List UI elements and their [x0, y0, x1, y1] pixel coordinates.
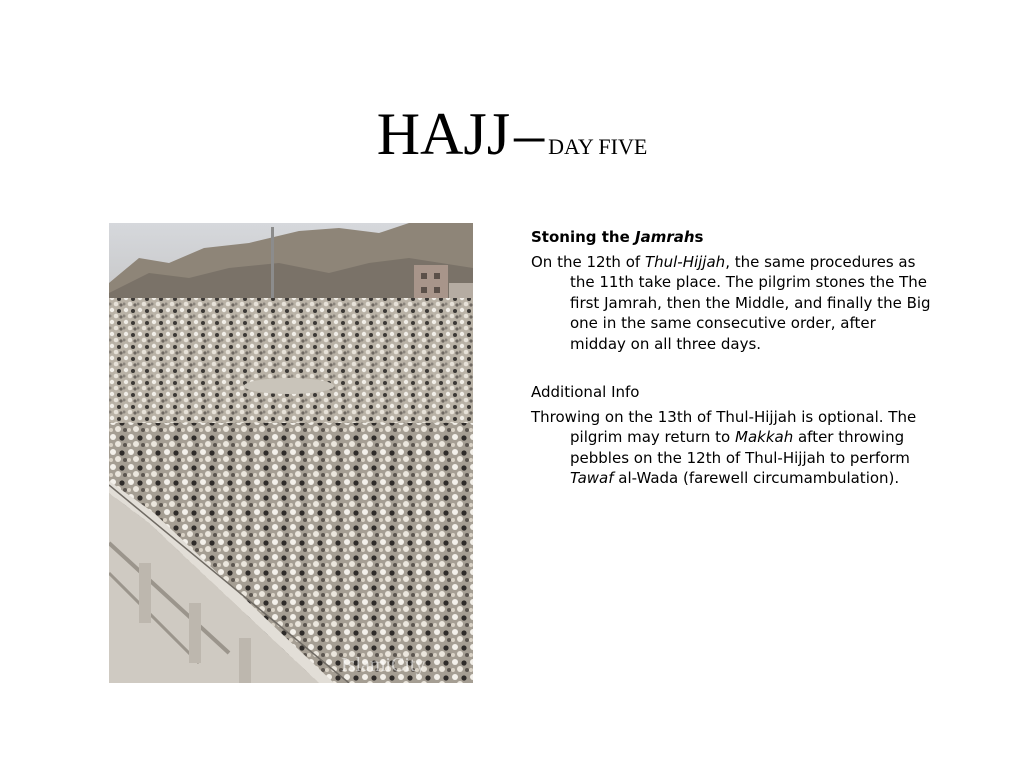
- text-content: [531, 227, 931, 493]
- section2-text-b: after throwing pebbles on the 12th of Thul-Hijjah to perform: [570, 428, 910, 467]
- section1-heading: [531, 227, 931, 248]
- section1-heading-plain: Stoning the: [531, 228, 635, 246]
- section2-text-c: al-Wada (farewell circumambulation).: [613, 469, 900, 487]
- section1-text-a: On the 12th of: [531, 252, 645, 271]
- section2-text-a: Throwing on the 13th of Thul-Hijjah is optional. The pilgrim may return to: [531, 407, 917, 446]
- section2-paragraph: [531, 407, 931, 489]
- section2-heading: Additional Info: [531, 383, 640, 401]
- section1-heading-italic: Jamrah: [634, 228, 695, 246]
- title-subtitle: DAY FIVE: [548, 134, 648, 159]
- title-dash: –: [514, 101, 545, 167]
- slide-title: [0, 100, 1024, 169]
- section1-text-italic: Thul-Hijjah: [644, 252, 726, 271]
- section1-text-b: , the same procedures as the 11th take place. The pilgrim stones the The first Jamrah, then the Middle, and finally the Big one in the same consecutive order, after midday on all three days.: [570, 252, 931, 353]
- watermark-text: IslamiCity: [341, 654, 426, 676]
- section1-paragraph: [531, 252, 931, 355]
- section2-text-italic1: Makkah: [735, 428, 794, 446]
- section1-heading-tail: s: [694, 228, 704, 246]
- section2-text-italic2: Tawaf: [570, 469, 614, 487]
- hajj-crowd-photo: [109, 223, 473, 683]
- title-main: HAJJ: [376, 101, 511, 167]
